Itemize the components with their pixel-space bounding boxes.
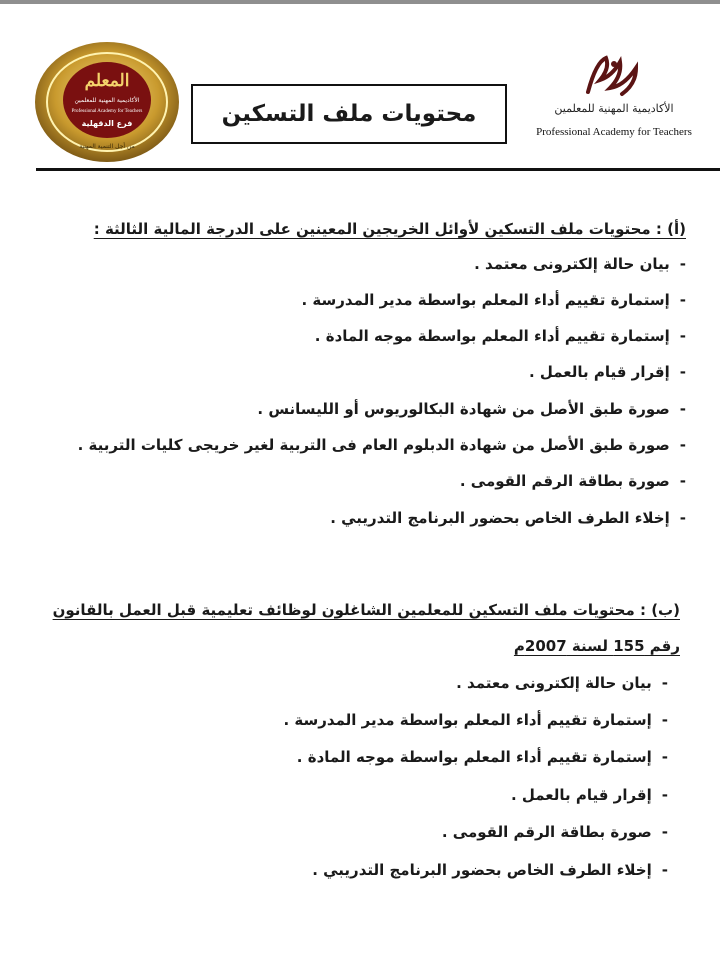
list-item-text: إقرار قيام بالعمل . bbox=[510, 786, 652, 804]
seal-branch: فرع الدقهلية bbox=[81, 119, 133, 128]
list-item bbox=[257, 398, 686, 420]
list-item bbox=[511, 784, 668, 806]
list-item bbox=[315, 325, 686, 347]
list-item bbox=[456, 672, 668, 694]
seal-line-en: Professional Academy for Teachers bbox=[71, 109, 143, 114]
list-item bbox=[474, 253, 686, 275]
section-a-heading: (أ) : محتويات ملف التسكين لأوائل الخريجين المعينين على الدرجة المالية الثالثة : bbox=[93, 220, 686, 238]
list-item bbox=[529, 361, 686, 383]
bullet-dash: - bbox=[679, 255, 686, 273]
header-divider bbox=[36, 168, 720, 171]
list-item-text: صورة طبق الأصل من شهادة البكالوريوس أو الليسانس . bbox=[257, 400, 670, 418]
bullet-dash: - bbox=[661, 786, 668, 804]
seal-bottom-text: من أجل التنمية المهنية bbox=[79, 143, 135, 150]
list-item-text: إستمارة تقييم أداء المعلم بواسطة مدير المدرسة . bbox=[283, 711, 652, 729]
bullet-dash: - bbox=[661, 674, 668, 692]
list-item bbox=[78, 434, 686, 456]
list-item-text: إخلاء الطرف الخاص بحضور البرنامج التدريبي . bbox=[312, 861, 652, 879]
list-item-text: صورة بطاقة الرقم القومى . bbox=[441, 823, 652, 841]
list-item bbox=[312, 859, 668, 881]
bullet-dash: - bbox=[679, 291, 686, 309]
page-title: محتويات ملف التسكين bbox=[221, 101, 477, 127]
seal-line-ar: الأكاديمية المهنية للمعلمين bbox=[74, 97, 140, 104]
section-b-heading: (ب) : محتويات ملف التسكين للمعلمين الشاغلون لوظائف تعليمية قبل العمل بالقانون bbox=[52, 601, 680, 619]
list-item-text: إخلاء الطرف الخاص بحضور البرنامج التدريبي . bbox=[330, 509, 670, 527]
bullet-dash: - bbox=[679, 363, 686, 381]
list-item-text: إستمارة تقييم أداء المعلم بواسطة موجه المادة . bbox=[314, 327, 670, 345]
list-item bbox=[330, 507, 686, 529]
bullet-dash: - bbox=[679, 400, 686, 418]
bullet-dash: - bbox=[679, 327, 686, 345]
list-item-text: إستمارة تقييم أداء المعلم بواسطة موجه المادة . bbox=[296, 748, 652, 766]
list-item bbox=[284, 709, 668, 731]
list-item bbox=[460, 470, 686, 492]
list-item-text: بيان حالة إلكترونى معتمد . bbox=[456, 674, 652, 692]
list-item bbox=[297, 746, 668, 768]
bullet-dash: - bbox=[679, 472, 686, 490]
academy-brand-logo bbox=[528, 52, 700, 148]
seal-logo-word: المعلم bbox=[84, 71, 130, 91]
section-b-heading-cont: رقم 155 لسنة 2007م bbox=[513, 637, 680, 655]
list-item bbox=[302, 289, 686, 311]
top-border bbox=[0, 0, 720, 4]
list-item-text: صورة بطاقة الرقم القومى . bbox=[459, 472, 670, 490]
bullet-dash: - bbox=[661, 711, 668, 729]
list-item bbox=[442, 821, 668, 843]
bullet-dash: - bbox=[661, 748, 668, 766]
bullet-dash: - bbox=[679, 436, 686, 454]
list-item-text: إقرار قيام بالعمل . bbox=[528, 363, 670, 381]
page-title-box bbox=[191, 84, 507, 144]
list-item-text: بيان حالة إلكترونى معتمد . bbox=[474, 255, 670, 273]
list-item-text: إستمارة تقييم أداء المعلم بواسطة مدير المدرسة . bbox=[301, 291, 670, 309]
list-item-text: صورة طبق الأصل من شهادة الدبلوم العام فى التربية لغير خريجى كليات التربية . bbox=[77, 436, 670, 454]
bullet-dash: - bbox=[661, 861, 668, 879]
academy-seal-logo bbox=[32, 40, 182, 165]
brand-arabic-name: الأكاديمية المهنية للمعلمين bbox=[554, 102, 674, 115]
bullet-dash: - bbox=[679, 509, 686, 527]
brand-english-name: Professional Academy for Teachers bbox=[536, 126, 692, 138]
brand-calligraphy-mark bbox=[528, 52, 700, 104]
bullet-dash: - bbox=[661, 823, 668, 841]
